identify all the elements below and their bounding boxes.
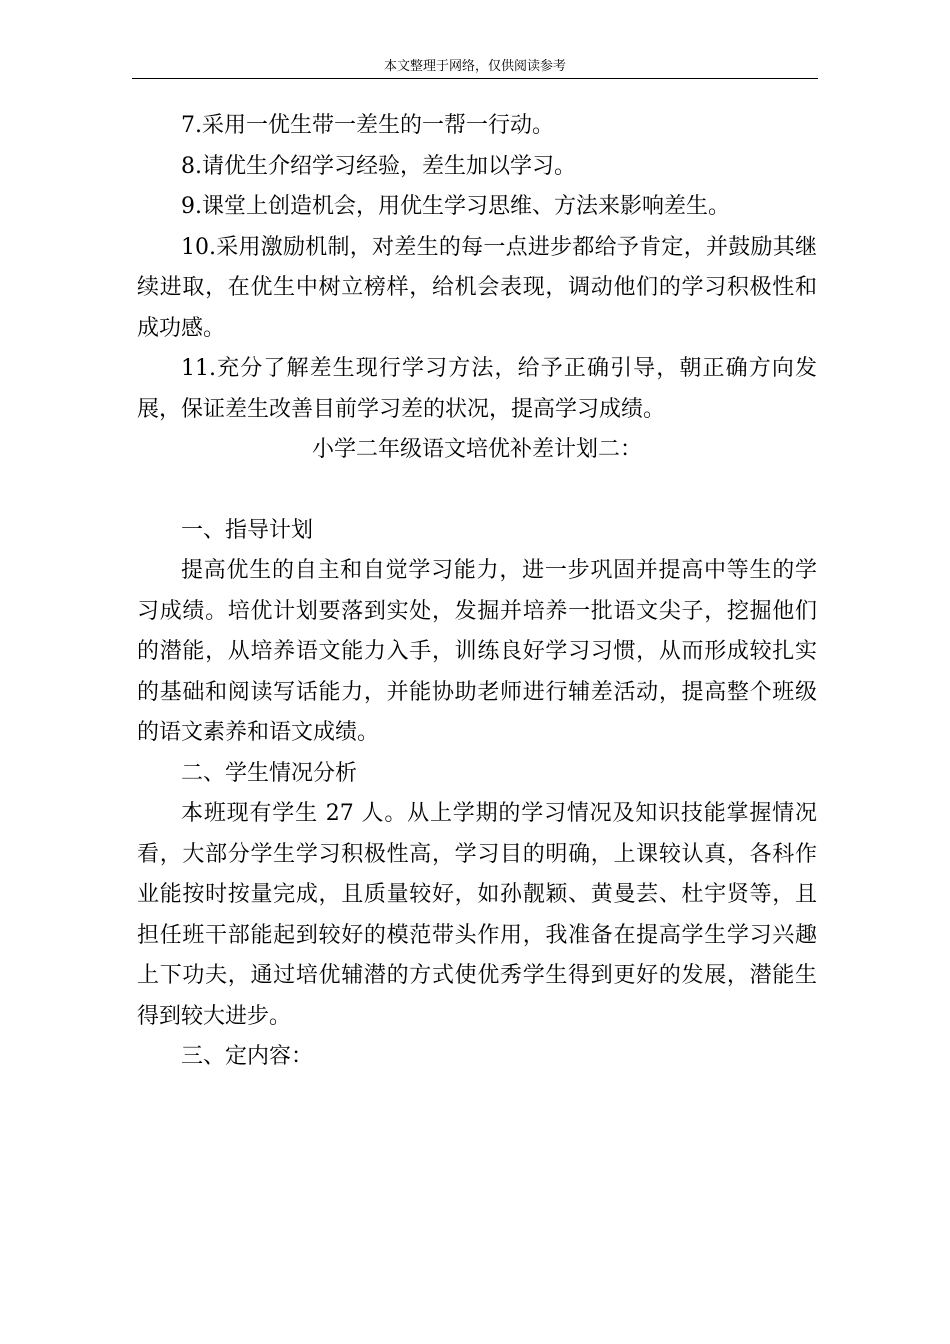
paragraph-item-8: 8.请优生介绍学习经验，差生加以学习。 [181, 153, 576, 179]
paragraph-item-9: 9.课堂上创造机会，用优生学习思维、方法来影响差生。 [181, 194, 730, 219]
section-subtitle: 小学二年级语文培优补差计划二： [311, 437, 642, 462]
paragraph-item-7: 7.采用一优生带一差生的一帮一行动。 [181, 113, 554, 138]
paragraph-guidance-plan: 提高优生的自主和自觉学习能力，进一步巩固并提高中等生的学习成绩。培优计划要落到实处，发掘并培养一批语文尖子，挖掘他们的潜能，从培养语文能力入手，训练良好学习习惯，从而形成较扎实的基础和阅读写话能力，并能协助老师进行辅差活动，提高整个班级的语文素养和语文成绩。 [137, 558, 817, 745]
page-header [132, 60, 818, 79]
heading-content: 三、定内容： [181, 1044, 314, 1069]
heading-guidance-plan: 一、指导计划 [181, 517, 314, 543]
paragraph-item-11: 11.充分了解差生现行学习方法，给予正确引导，朝正确方向发展，保证差生改善目前学习差的状况，提高学习成绩。 [137, 356, 817, 422]
header-note: 本文整理于网络，仅供阅读参考 [383, 59, 566, 74]
heading-student-analysis: 二、学生情况分析 [181, 760, 358, 786]
paragraph-item-10: 10.采用激励机制，对差生的每一点进步都给予肯定，并鼓励其继续进取，在优生中树立榜样，给机会表现，调动他们的学习积极性和成功感。 [137, 234, 817, 341]
document-body [137, 106, 817, 1078]
blank-line [137, 471, 817, 511]
paragraph-student-analysis: 本班现有学生 27 人。从上学期的学习情况及知识技能掌握情况看，大部分学生学习积极性高，学习目的明确，上课较认真，各科作业能按时按量完成，且质量较好，如孙靓颖、黄曼芸、杜宇贤等，且担任班干部能起到较好的模范带头作用，我准备在提高学生学习兴趣上下功夫，通过培优辅潜的方式使优秀学生得到更好的发展，潜能生得到较大进步。 [137, 801, 817, 1029]
